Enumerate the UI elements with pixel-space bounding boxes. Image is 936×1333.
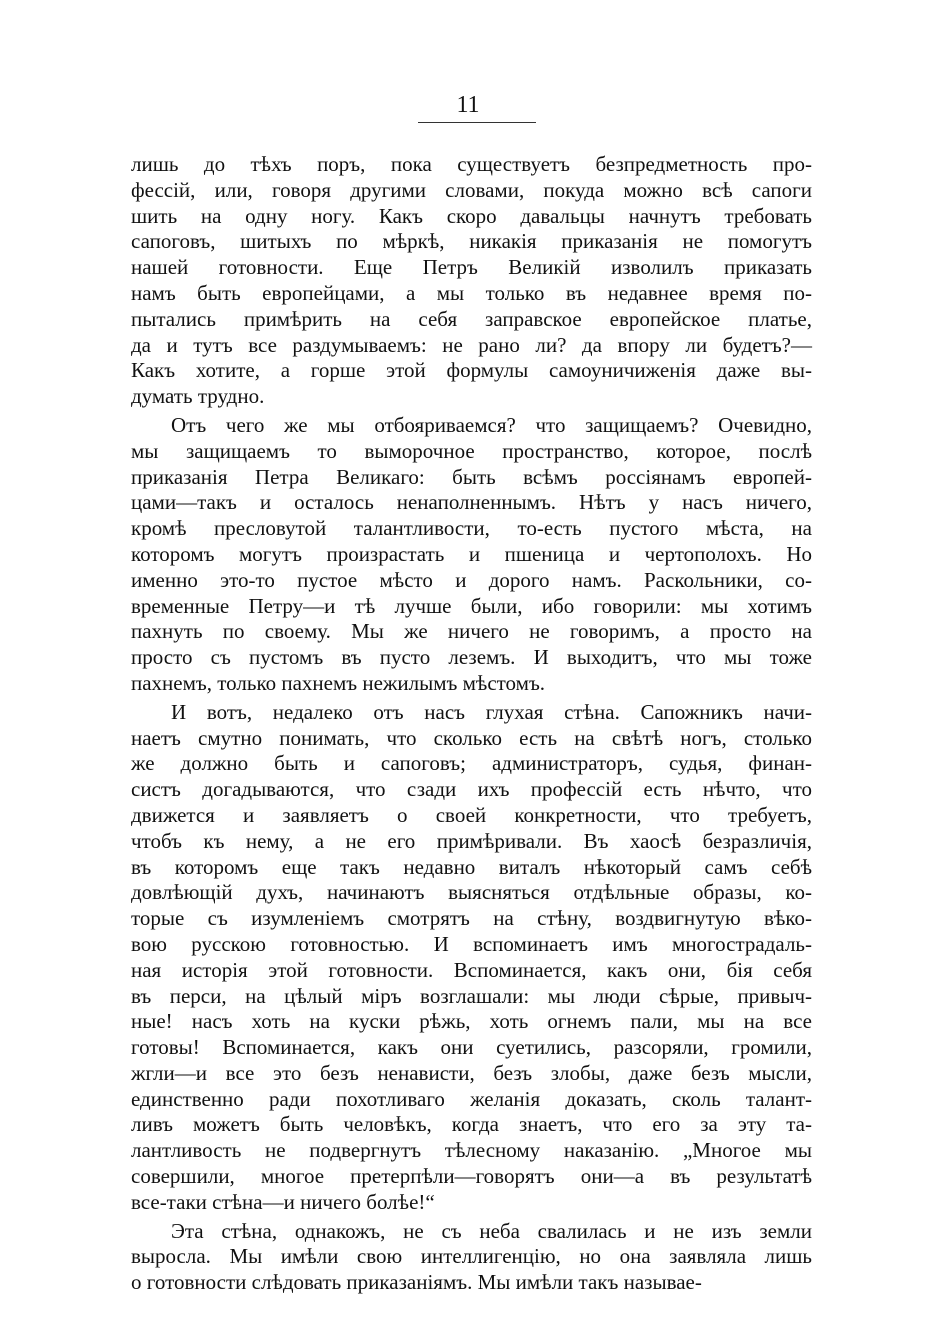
text-line: ные! насъ хоть на куски рѣжь, хоть огнемъ пали, мы на все	[131, 1009, 812, 1034]
text-line: которомъ могутъ произрастать и пшеница и чертополохъ. Но	[131, 541, 812, 566]
text-line: мы защищаемъ то выморочное пространство, которое, послѣ	[131, 438, 812, 463]
text-line: лантливость не подвергнутъ тѣлесному наказанію. „Многое мы	[131, 1138, 812, 1163]
text-line: все-таки стѣна—и ничего болѣе!“	[131, 1189, 435, 1214]
text-line: сапоговъ, шитыхъ по мѣркѣ, никакія приказанія не помогутъ	[131, 229, 812, 254]
text-line: движется и заявляетъ о своей конкретности, что требуетъ,	[131, 802, 812, 827]
text-line: приказанія Петра Великаго: быть всѣмъ россіянамъ европей-	[131, 464, 812, 489]
text-line: ливъ можетъ быть человѣкъ, когда знаетъ, что его за эту та-	[131, 1112, 812, 1137]
text-line: шить на одну ногу. Какъ скоро давальцы начнутъ требовать	[131, 203, 812, 228]
text-line: пахнемъ, только пахнемъ нежилымъ мѣстомъ.	[131, 670, 546, 695]
text-line: единственно ради похотливаго желанія доказать, сколь талант-	[131, 1086, 812, 1111]
text-line: жгли—и все это безъ ненависти, безъ злобы, даже безъ мысли,	[131, 1060, 812, 1085]
text-line: лишь до тѣхъ поръ, пока существуетъ безпредметность про-	[131, 152, 812, 176]
paragraph	[131, 1219, 812, 1296]
text-line: торые съ изумленіемъ смотрятъ на стѣну, воздвигнутую вѣко-	[131, 906, 812, 931]
text-line: о готовности слѣдовать приказаніямъ. Мы имѣли такъ называе-	[131, 1270, 702, 1295]
text-line: пахнуть по своему. Мы же ничего не говоримъ, а просто на	[131, 619, 812, 644]
text-line: просто съ пустомъ въ пусто леземъ. И выходитъ, что мы тоже	[131, 645, 812, 670]
text-line: да и тутъ все раздумываемъ: не рано ли? да впору ли будетъ?—	[131, 332, 812, 357]
text-line: готовы! Вспоминается, какъ они суетились, разсоряли, громили,	[131, 1035, 812, 1060]
text-line: въ перси, на цѣлый міръ возглашали: мы люди сѣрые, привыч-	[131, 983, 812, 1008]
text-line: нашей готовности. Еще Петръ Великій изволилъ приказать	[131, 255, 812, 280]
text-line: довлѣющій духъ, начинаютъ выясняться отдѣльные образы, ко-	[131, 880, 812, 905]
text-line: Какъ хотите, а горше этой формулы самоуничиженія даже вы-	[131, 358, 812, 383]
paragraph	[131, 700, 812, 1216]
text-line: въ которомъ еще такъ недавно виталъ нѣкоторый самъ себѣ	[131, 854, 812, 879]
text-line: пытались примѣрить на себя заправское европейское платье,	[131, 306, 812, 331]
text-line: совершили, многое претерпѣли—говорятъ они—а въ результатѣ	[131, 1164, 812, 1189]
text-line: фессій, или, говоря другими словами, покуда можно всѣ сапоги	[131, 177, 812, 202]
text-line: систъ догадываются, что сзади ихъ профессій есть нѣчто, что	[131, 777, 812, 802]
text-line: намъ быть европейцами, а мы только въ недавнее время по-	[131, 280, 812, 305]
text-line: И вотъ, недалеко отъ насъ глухая стѣна. Сапожникъ начи-	[171, 699, 812, 724]
text-line: Эта стѣна, однакожъ, не съ неба свалилась и не изъ земли	[171, 1218, 812, 1243]
text-line: временные Петру—и тѣ лучше были, ибо говорили: мы хотимъ	[131, 593, 812, 618]
text-line: чтобъ къ нему, а не его примѣривали. Въ хаосѣ безразличія,	[131, 828, 812, 853]
text-line: Отъ чего же мы отбояриваемся? что защищаемъ? Очевидно,	[171, 412, 812, 437]
text-line: ная исторія этой готовности. Вспоминается, какъ они, бія себя	[131, 957, 812, 982]
text-line: же должно быть и сапоговъ; администраторъ, судья, финан-	[131, 751, 812, 776]
text-line: цами—такъ и осталось ненаполненнымъ. Нѣтъ у насъ ничего,	[131, 490, 812, 515]
text-line: именно это-то пустое мѣсто и дорого намъ. Раскольники, со-	[131, 567, 812, 592]
body-text	[131, 152, 812, 1296]
text-line: вою русскою готовностью. И вспоминаетъ имъ многострадаль-	[131, 931, 812, 956]
paragraph	[131, 413, 812, 697]
text-line: кромѣ пресловутой талантливости, то-есть пустого мѣста, на	[131, 516, 812, 541]
page-number-rule	[418, 122, 536, 123]
text-line: выросла. Мы имѣли свою интеллигенцію, но она заявляла лишь	[131, 1244, 812, 1269]
paragraph	[131, 152, 812, 410]
text-line: думать трудно.	[131, 384, 265, 409]
page-number: 11	[456, 92, 480, 118]
text-line: наетъ смутно понимать, что сколько есть на свѣтѣ ногъ, столько	[131, 725, 812, 750]
